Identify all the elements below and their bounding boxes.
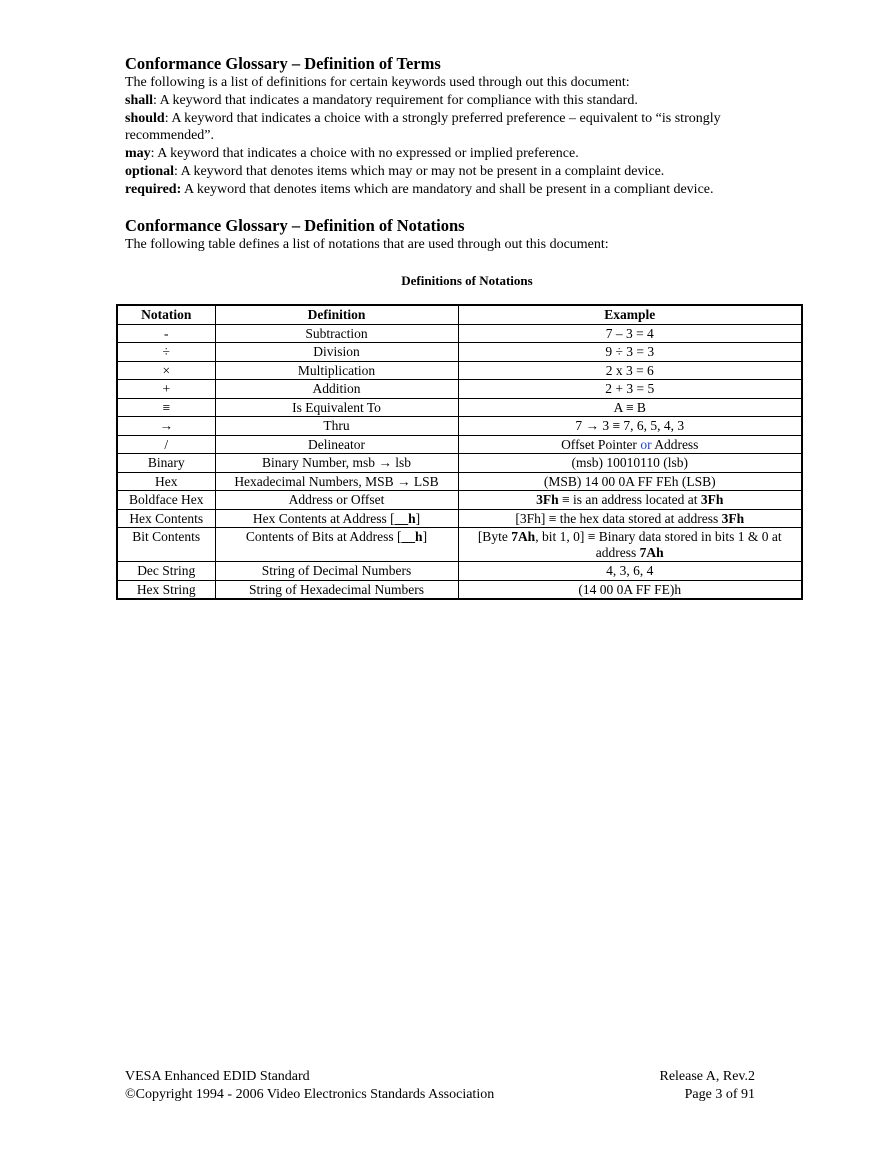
example-cell: A ≡ B	[458, 398, 802, 417]
definition-cell: Hex Contents at Address [__h]	[215, 509, 458, 528]
example-cell: (MSB) 14 00 0A FF FEh (LSB)	[458, 472, 802, 491]
table-row	[117, 380, 802, 399]
definition-cell: Binary Number, msb → lsb	[215, 454, 458, 473]
notations-table	[116, 304, 803, 600]
notation-cell: /	[117, 435, 215, 454]
table-row	[117, 580, 802, 599]
definition-cell: Hexadecimal Numbers, MSB → LSB	[215, 472, 458, 491]
term-definition: A keyword that indicates a mandatory requirement for compliance with this standard.	[156, 92, 638, 108]
notation-cell: -	[117, 324, 215, 343]
terms-heading: Conformance Glossary – Definition of Terms	[125, 54, 441, 73]
notations-intro: The following table defines a list of notations that are used through out this document:	[125, 236, 609, 252]
notation-cell: ÷	[117, 343, 215, 362]
column-header: Notation	[117, 305, 215, 324]
term-definition: A keyword that indicates a choice with no expressed or implied preference.	[154, 146, 579, 162]
term-definition: A keyword that indicates a choice with a strongly preferred preference – equivalent to “is strongly recommended”.	[125, 110, 721, 144]
table-row	[117, 472, 802, 491]
table-row	[117, 417, 802, 436]
example-cell: 4, 3, 6, 4	[458, 562, 802, 581]
content-area	[125, 54, 805, 300]
terms-intro: The following is a list of definitions for certain keywords used through out this document:	[125, 75, 630, 90]
footer-page-number: Page 3 of 91	[684, 1087, 755, 1102]
definition-cell: String of Hexadecimal Numbers	[215, 580, 458, 599]
term-should: should: A keyword that indicates a choice with a strongly preferred preference – equivalent to “is strongly recommended”.	[125, 110, 721, 144]
definition-cell: Addition	[215, 380, 458, 399]
definition-cell: Multiplication	[215, 361, 458, 380]
column-header: Definition	[215, 305, 458, 324]
table-row	[117, 528, 802, 562]
term-label: required:	[125, 181, 182, 197]
notations-heading: Conformance Glossary – Definition of Notations	[125, 215, 465, 235]
notation-cell: Hex	[117, 472, 215, 491]
table-row	[117, 491, 802, 510]
table-row	[117, 361, 802, 380]
notation-cell: →	[117, 417, 215, 436]
notation-cell: Boldface Hex	[117, 491, 215, 510]
definition-cell: Contents of Bits at Address [__h]	[215, 528, 458, 562]
term-label: may	[125, 146, 151, 162]
table-row	[117, 509, 802, 528]
example-cell: 2 + 3 = 5	[458, 380, 802, 399]
example-cell: [Byte 7Ah, bit 1, 0] ≡ Binary data stored in bits 1 & 0 at address 7Ah	[458, 528, 802, 562]
table-row	[117, 454, 802, 473]
table-row	[117, 324, 802, 343]
table-row	[117, 398, 802, 417]
footer-copyright: ©Copyright 1994 - 2006 Video Electronics Standards Association	[125, 1087, 495, 1102]
table-header-row	[117, 305, 802, 324]
example-cell: Offset Pointer or Address	[458, 435, 802, 454]
example-cell: (14 00 0A FF FE)h	[458, 580, 802, 599]
term-label: shall	[125, 92, 154, 108]
footer-release: Release A, Rev.2	[659, 1069, 755, 1084]
table-row	[117, 562, 802, 581]
notation-cell: Binary	[117, 454, 215, 473]
term-label: optional	[125, 163, 175, 179]
example-cell: 3Fh ≡ is an address located at 3Fh	[458, 491, 802, 510]
footer-standard-name: VESA Enhanced EDID Standard	[125, 1069, 310, 1084]
definition-cell: Delineator	[215, 435, 458, 454]
notation-cell: ≡	[117, 398, 215, 417]
definition-cell: Is Equivalent To	[215, 398, 458, 417]
term-definition: A keyword that denotes items which may or may not be present in a complaint device.	[177, 163, 665, 179]
example-cell: 9 ÷ 3 = 3	[458, 343, 802, 362]
term-definition: A keyword that denotes items which are mandatory and shall be present in a compliant device.	[181, 181, 714, 197]
example-cell: 7 – 3 = 4	[458, 324, 802, 343]
notation-cell: Hex String	[117, 580, 215, 599]
example-cell: 7 → 3 ≡ 7, 6, 5, 4, 3	[458, 417, 802, 436]
notation-cell: Dec String	[117, 562, 215, 581]
example-cell: [3Fh] ≡ the hex data stored at address 3Fh	[458, 509, 802, 528]
term-label: should	[125, 110, 165, 126]
term-required	[125, 181, 805, 199]
notation-cell: +	[117, 380, 215, 399]
notation-cell: Bit Contents	[117, 528, 215, 562]
notation-cell: Hex Contents	[117, 509, 215, 528]
term-shall: shall: A keyword that indicates a mandatory requirement for compliance with this standard.	[125, 92, 638, 108]
definition-cell: Subtraction	[215, 324, 458, 343]
definition-cell: Address or Offset	[215, 491, 458, 510]
term-may: may: A keyword that indicates a choice with no expressed or implied preference.	[125, 146, 579, 162]
notation-cell: ×	[117, 361, 215, 380]
definition-cell: String of Decimal Numbers	[215, 562, 458, 581]
table-row	[117, 435, 802, 454]
example-cell: (msb) 10010110 (lsb)	[458, 454, 802, 473]
column-header: Example	[458, 305, 802, 324]
page-footer	[125, 1068, 755, 1104]
table-caption: Definitions of Notations	[401, 273, 533, 289]
example-cell: 2 x 3 = 6	[458, 361, 802, 380]
definition-cell: Thru	[215, 417, 458, 436]
definition-cell: Division	[215, 343, 458, 362]
table-row	[117, 343, 802, 362]
term-optional: optional: A keyword that denotes items which may or may not be present in a complaint device.	[125, 163, 665, 179]
